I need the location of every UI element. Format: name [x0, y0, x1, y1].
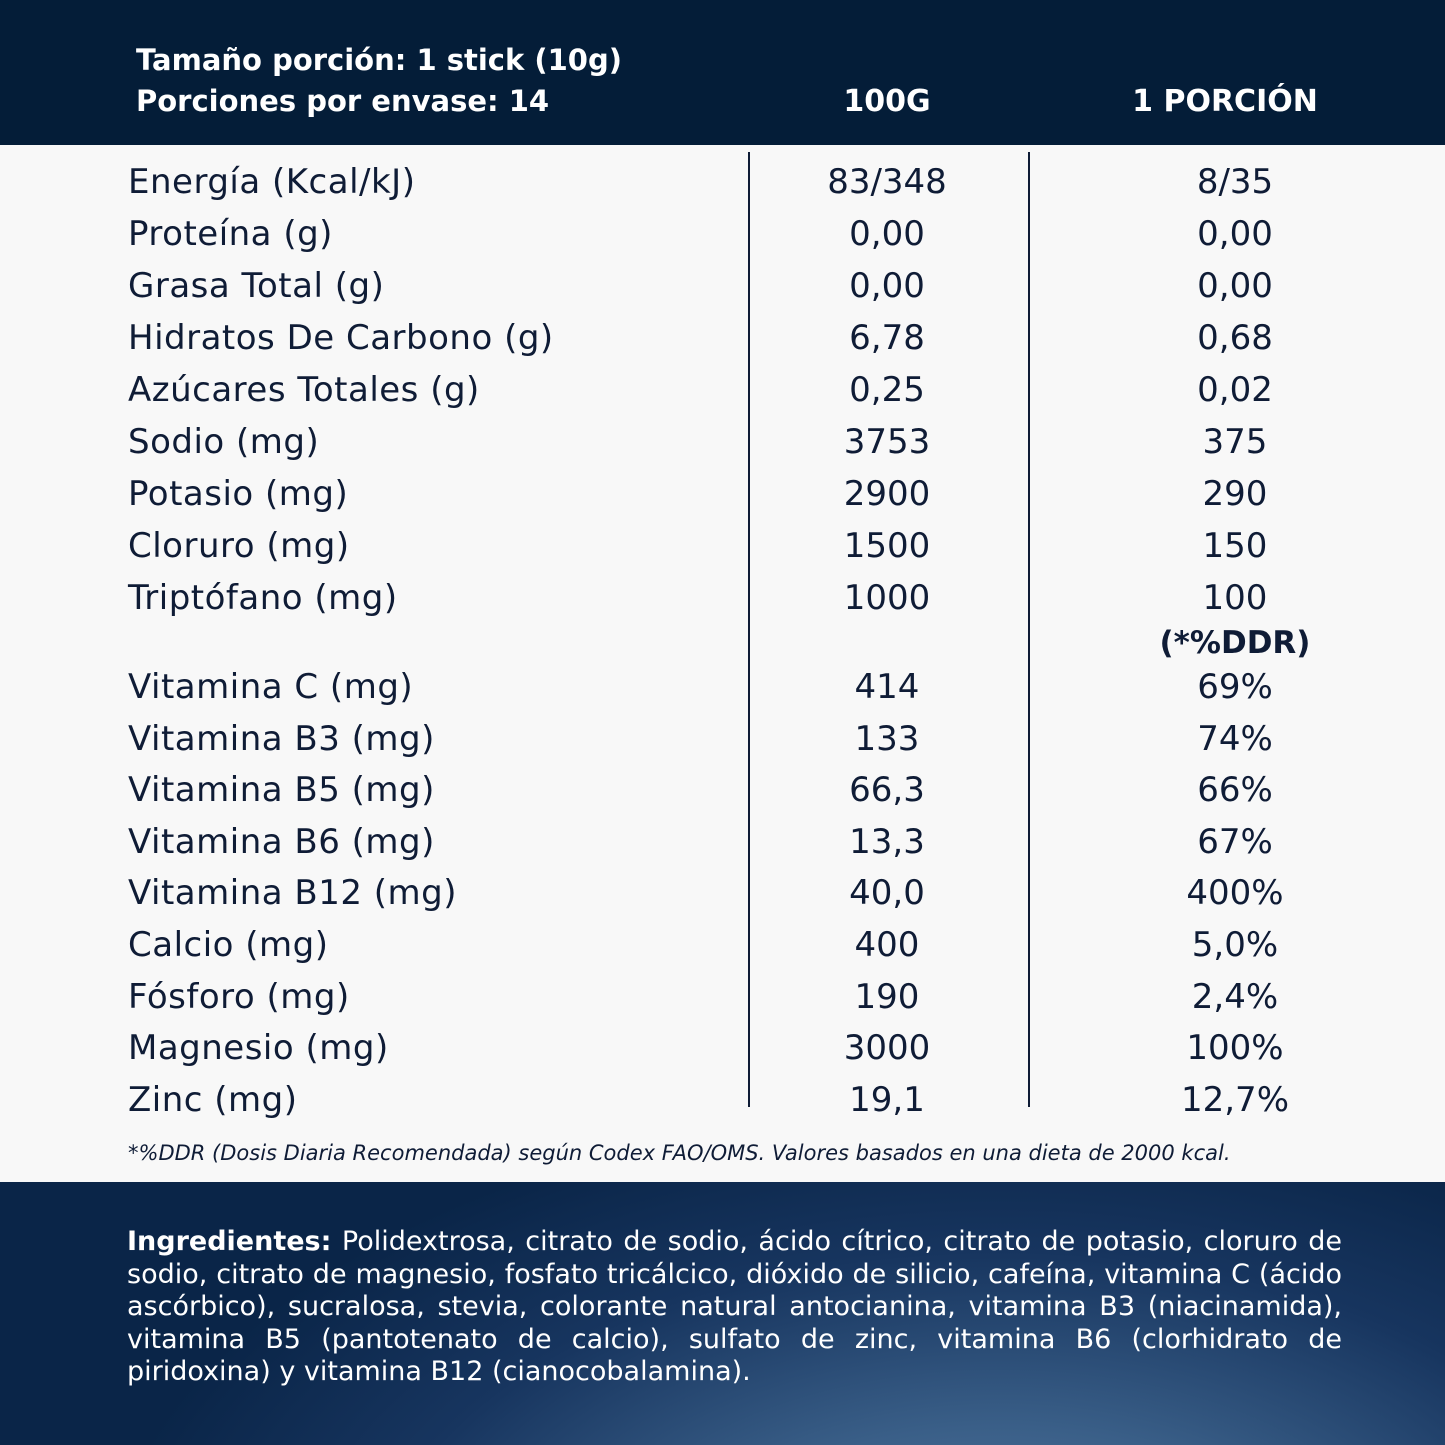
value-portion: 375: [1202, 422, 1268, 462]
ddr-header: (*%DDR): [1159, 625, 1311, 661]
table-row: [0, 208, 1445, 260]
servings-per-container: Porciones por envase: 14: [136, 84, 550, 118]
serving-info: [136, 40, 622, 122]
value-portion: 100%: [1186, 1028, 1284, 1069]
nutrient-name: Vitamina B12 (mg): [128, 873, 458, 914]
nutrient-name: Proteína (g): [128, 214, 333, 254]
nutrient-name: Hidratos De Carbono (g): [128, 318, 554, 358]
value-100g: 6,78: [849, 318, 925, 358]
table-row: [0, 416, 1445, 468]
table-row: [0, 971, 1445, 1023]
value-100g: 83/348: [827, 162, 947, 202]
value-portion: 69%: [1197, 667, 1273, 707]
value-portion: 12,7%: [1180, 1079, 1289, 1120]
value-portion: 0,68: [1197, 318, 1273, 358]
value-100g: 133: [854, 718, 920, 759]
value-100g: 3753: [843, 422, 931, 462]
nutrient-name: Energía (Kcal/kJ): [128, 162, 416, 202]
nutrition-table: [0, 145, 1445, 1180]
value-100g: 1000: [843, 578, 931, 618]
value-100g: 414: [854, 667, 920, 707]
value-portion: 2,4%: [1191, 976, 1279, 1017]
value-portion: 66%: [1197, 770, 1273, 811]
value-100g: 66,3: [849, 770, 925, 811]
value-portion: 0,02: [1197, 370, 1273, 410]
value-portion: 0,00: [1197, 214, 1273, 254]
table-row: [0, 520, 1445, 572]
value-portion: 67%: [1197, 821, 1273, 862]
nutrient-name: Azúcares Totales (g): [128, 370, 480, 410]
ingredients-text: [127, 1226, 1342, 1389]
value-100g: 3000: [843, 1028, 931, 1069]
table-row: [0, 713, 1445, 765]
value-portion: 290: [1202, 474, 1268, 514]
value-portion: 8/35: [1196, 162, 1274, 202]
table-row: [0, 572, 1445, 624]
value-100g: 0,00: [849, 214, 925, 254]
table-row: [0, 661, 1445, 713]
nutrient-name: Potasio (mg): [128, 474, 349, 514]
column-header-portion: 1 PORCIÓN: [1132, 84, 1318, 119]
value-100g: 2900: [843, 474, 931, 514]
value-100g: 0,25: [849, 370, 925, 410]
nutrient-name: Fósforo (mg): [128, 976, 350, 1017]
nutrient-name: Vitamina C (mg): [128, 667, 414, 707]
nutrient-name: Magnesio (mg): [128, 1028, 389, 1069]
table-row: [0, 312, 1445, 364]
table-row: [0, 1022, 1445, 1074]
nutrient-name: Vitamina B5 (mg): [128, 770, 435, 811]
table-header: [0, 0, 1445, 145]
value-portion: 5,0%: [1191, 925, 1279, 965]
table-row: [0, 1074, 1445, 1126]
table-row: [0, 156, 1445, 208]
ingredients-panel: [0, 1182, 1445, 1445]
nutrient-name: Grasa Total (g): [128, 266, 385, 306]
ingredients-label: Ingredientes:: [127, 1226, 332, 1257]
table-row: [0, 764, 1445, 816]
footnote: *%DDR (Dosis Diaria Recomendada) según Codex FAO/OMS. Valores basados en una dieta de 2000 kcal.: [128, 1141, 1231, 1165]
ingredients-list: Polidextrosa, citrato de sodio, ácido cítrico, citrato de potasio, cloruro de sodio, citrato de magnesio, fosfato tricálcico, dióxido de silicio, cafeína, vitamina C (ácido ascórbico), sucralosa, stevia, colorante natural antocianina, vitamina B3 (niacinamida), vitamina B5 (pantotenato de calcio), sulfato de zinc, vitamina B6 (clorhidrato de piridoxina) y vitamina B12 (cianocobalamina).: [127, 1226, 1342, 1387]
table-row: [0, 816, 1445, 868]
value-100g: 400: [854, 925, 920, 965]
table-row: [0, 260, 1445, 312]
value-100g: 13,3: [849, 821, 925, 862]
nutrient-name: Zinc (mg): [128, 1079, 298, 1120]
value-portion: 150: [1202, 526, 1268, 566]
table-row: [0, 364, 1445, 416]
value-portion: 400%: [1186, 873, 1284, 914]
nutrient-name: Triptófano (mg): [128, 578, 398, 618]
value-portion: 100: [1202, 578, 1268, 618]
nutrient-name: Sodio (mg): [128, 422, 320, 462]
value-100g: 0,00: [849, 266, 925, 306]
value-100g: 190: [854, 976, 920, 1017]
nutrient-name: Cloruro (mg): [128, 526, 350, 566]
nutrient-name: Vitamina B6 (mg): [128, 821, 435, 862]
value-100g: 1500: [843, 526, 931, 566]
table-row: [0, 867, 1445, 919]
value-100g: 19,1: [849, 1079, 925, 1120]
nutrient-name: Vitamina B3 (mg): [128, 718, 435, 759]
value-portion: 0,00: [1197, 266, 1273, 306]
table-row: [0, 468, 1445, 520]
nutrient-name: Calcio (mg): [128, 925, 329, 965]
serving-size: Tamaño porción: 1 stick (10g): [136, 43, 622, 77]
value-100g: 40,0: [849, 873, 925, 914]
table-row: [0, 919, 1445, 971]
column-header-100g: 100G: [843, 84, 931, 119]
value-portion: 74%: [1197, 718, 1273, 759]
